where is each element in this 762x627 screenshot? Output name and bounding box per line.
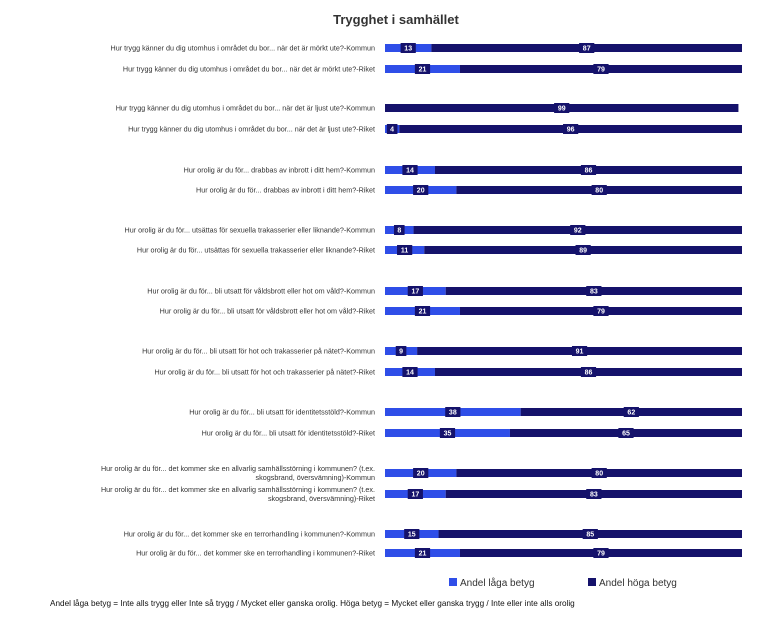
footnote: Andel låga betyg = Inte alls trygg eller Inte så trygg / Mycket eller ganska orolig. Höga betyg = Mycket eller ganska trygg / Inte eller inte alls orolig [50, 599, 575, 608]
data-label: 38 [448, 409, 457, 417]
bar-row [196, 185, 742, 195]
bar-row [160, 306, 742, 316]
data-label: 35 [443, 430, 452, 438]
data-label: 21 [418, 66, 427, 74]
data-label: 15 [407, 531, 416, 539]
data-label: 17 [411, 491, 420, 499]
data-label: 79 [597, 550, 605, 558]
data-label: 96 [566, 126, 575, 134]
category-label: Hur orolig är du för... drabbas av inbrott i ditt hem?-Riket [196, 185, 375, 195]
category-label: Hur orolig är du för... bli utsatt för hot och trakasserier på nätet?-Kommun [142, 346, 375, 356]
data-label: 85 [586, 531, 595, 539]
data-label: 86 [584, 369, 593, 377]
data-label: 86 [584, 167, 593, 175]
chart-rows [101, 43, 742, 558]
category-label: Hur orolig är du för... utsättas för sexuella trakasserier eller liknande?-Riket [136, 245, 375, 255]
data-label: 20 [416, 470, 425, 478]
data-label: 9 [399, 348, 404, 356]
bar-row [128, 124, 742, 134]
bar-row [101, 464, 742, 482]
category-label: Hur orolig är du för... det kommer ske en allvarlig samhällsstörning i kommunen? (t.ex. [100, 464, 375, 473]
category-label: Hur orolig är du för... utsättas för sexuella trakasserier eller liknande?-Kommun [124, 225, 375, 235]
bar-row [125, 225, 742, 235]
data-label: 13 [404, 45, 413, 53]
bar-row [142, 346, 742, 356]
bar-row [154, 367, 742, 377]
category-label: skogsbrand, översvämning)-Kommun [255, 473, 375, 482]
bar-row [116, 103, 739, 113]
bar-row [101, 485, 742, 503]
data-label: 8 [397, 227, 402, 235]
bar-row [123, 64, 742, 74]
legend [449, 577, 677, 589]
bar-row [202, 428, 742, 438]
category-label: Hur orolig är du för... bli utsatt för våldsbrott eller hot om våld?-Riket [159, 306, 375, 316]
chart-title: Trygghet i samhället [333, 12, 459, 27]
data-label: 79 [597, 66, 605, 74]
category-label: Hur orolig är du för... drabbas av inbrott i ditt hem?-Kommun [183, 165, 375, 175]
data-label: 83 [589, 288, 598, 296]
data-label: 80 [595, 187, 604, 195]
category-label: Hur trygg känner du dig utomhus i området du bor... när det är ljust ute?-Kommun [115, 103, 375, 113]
category-label: Hur orolig är du för... bli utsatt för identitetsstöld?-Kommun [189, 407, 375, 417]
category-label: Hur trygg känner du dig utomhus i området du bor... när det är mörkt ute?-Riket [122, 64, 375, 74]
category-label: Hur orolig är du för... det kommer ske en terrorhandling i kommunen?-Kommun [123, 529, 375, 539]
data-label: 62 [627, 409, 636, 417]
category-label: Hur trygg känner du dig utomhus i området du bor... när det är mörkt ute?-Kommun [110, 43, 375, 53]
category-label: Hur trygg känner du dig utomhus i området du bor... när det är ljust ute?-Riket [128, 124, 375, 134]
category-label: Hur orolig är du för... bli utsatt för våldsbrott eller hot om våld?-Kommun [147, 286, 375, 296]
bar-row [147, 286, 742, 296]
category-label: Hur orolig är du för... det kommer ske en allvarlig samhällsstörning i kommunen? (t.ex. [100, 485, 375, 494]
category-label: Hur orolig är du för... bli utsatt för identitetsstöld?-Riket [201, 428, 375, 438]
legend-label-high: Andel höga betyg [599, 578, 677, 589]
data-label: 80 [595, 470, 604, 478]
data-label: 83 [589, 491, 598, 499]
category-label: Hur orolig är du för... bli utsatt för hot och trakasserier på nätet?-Riket [154, 367, 375, 377]
bar-row [111, 43, 742, 53]
data-label: 91 [575, 348, 584, 356]
legend-label-low: Andel låga betyg [460, 578, 535, 589]
data-label: 65 [622, 430, 630, 438]
data-label: 21 [418, 550, 427, 558]
bar-row [184, 165, 742, 175]
data-label: 20 [416, 187, 425, 195]
bar-row [136, 548, 742, 558]
category-label: skogsbrand, översvämning)-Riket [267, 494, 375, 503]
data-label: 79 [597, 308, 605, 316]
data-label: 99 [557, 105, 566, 113]
bar-row [189, 407, 742, 417]
data-label: 4 [390, 126, 395, 134]
bar-row [124, 529, 742, 539]
legend-swatch-high [588, 578, 596, 586]
legend-swatch-low [449, 578, 457, 586]
data-label: 87 [582, 45, 591, 53]
data-label: 14 [406, 167, 414, 175]
bar-row [137, 245, 742, 255]
data-label: 14 [406, 369, 414, 377]
data-label: 21 [418, 308, 427, 316]
data-label: 89 [579, 247, 588, 255]
data-label: 92 [573, 227, 582, 235]
category-label: Hur orolig är du för... det kommer ske en terrorhandling i kommunen?-Riket [136, 548, 375, 558]
data-label: 17 [411, 288, 420, 296]
data-label: 11 [400, 247, 409, 255]
